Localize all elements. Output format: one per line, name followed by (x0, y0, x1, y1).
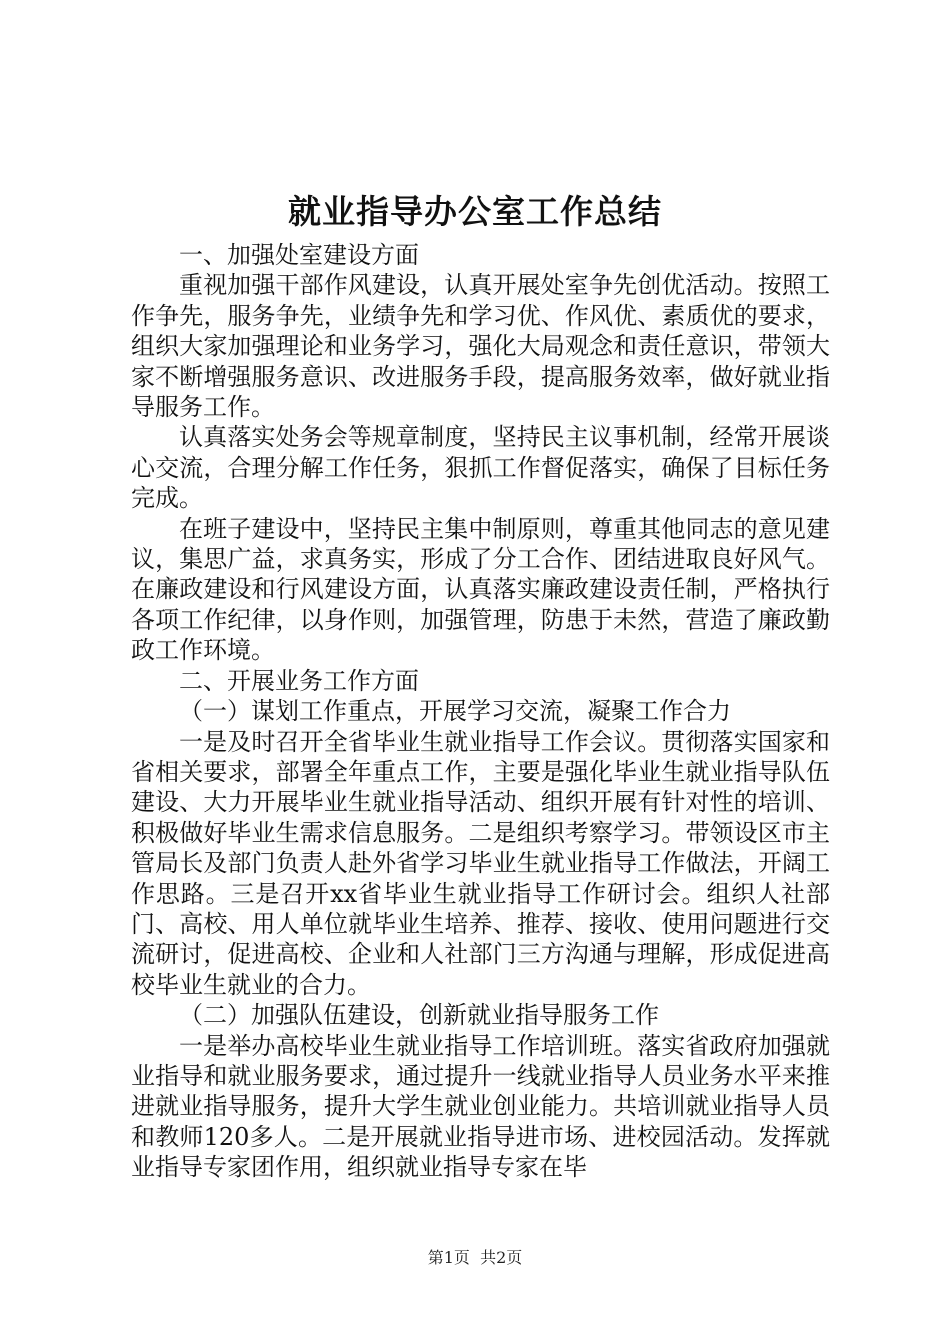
section-heading: 二、开展业务工作方面 (179, 666, 419, 695)
page-number: 第1页 共2页 (427, 1248, 523, 1267)
subsection-heading: （二）加强队伍建设，创新就业指导服务工作 (179, 1001, 659, 1030)
document-body (131, 240, 830, 1183)
body-paragraph: 重视加强干部作风建设，认真开展处室争先创优活动。按照工作争先，服务争先，业绩争先和学习优、作风优、素质优的要求，组织大家加强理论和业务学习，强化大局观念和责任意识，带领大家不断增强服务意识、改进服务手段，提高服务效率，做好就业指导服务工作。 (131, 271, 830, 422)
section-heading: 一、加强处室建设方面 (179, 241, 419, 269)
body-paragraph: 在班子建设中，坚持民主集中制原则，尊重其他同志的意见建议，集思广益，求真务实，形成了分工合作、团结进取良好风气。在廉政建设和行风建设方面，认真落实廉政建设责任制，严格执行各项工作纪律，以身作则，加强管理，防患于未然，营造了廉政勤政工作环境。 (131, 514, 830, 665)
body-paragraph: 认真落实处务会等规章制度，坚持民主议事机制，经常开展谈心交流，合理分解工作任务，狠抓工作督促落实，确保了目标任务完成。 (131, 423, 830, 513)
page-footer (0, 1245, 950, 1268)
subsection-heading: （一）谋划工作重点，开展学习交流，凝聚工作合力 (179, 697, 731, 726)
document-title: 就业指导办公室工作总结 (288, 192, 662, 231)
body-paragraph: 一是及时召开全省毕业生就业指导工作会议。贯彻落实国家和省相关要求，部署全年重点工作，主要是强化毕业生就业指导队伍建设、大力开展毕业生就业指导活动、组织开展有针对性的培训、积极做好毕业生需求信息服务。二是组织考察学习。带领设区市主管局长及部门负责人赴外省学习毕业生就业指导工作做法，开阔工作思路。三是召开xx省毕业生就业指导工作研讨会。组织人社部门、高校、用人单位就毕业生培养、推荐、接收、使用问题进行交流研讨，促进高校、企业和人社部门三方沟通与理解，形成促进高校毕业生就业的合力。 (131, 727, 830, 999)
body-paragraph: 一是举办高校毕业生就业指导工作培训班。落实省政府加强就业指导和就业服务要求，通过提升一线就业指导人员业务水平来推进就业指导服务，提升大学生就业创业能力。共培训就业指导人员和教师120多人。二是开展就业指导进市场、进校园活动。发挥就业指导专家团作用，组织就业指导专家在毕 (131, 1031, 830, 1182)
